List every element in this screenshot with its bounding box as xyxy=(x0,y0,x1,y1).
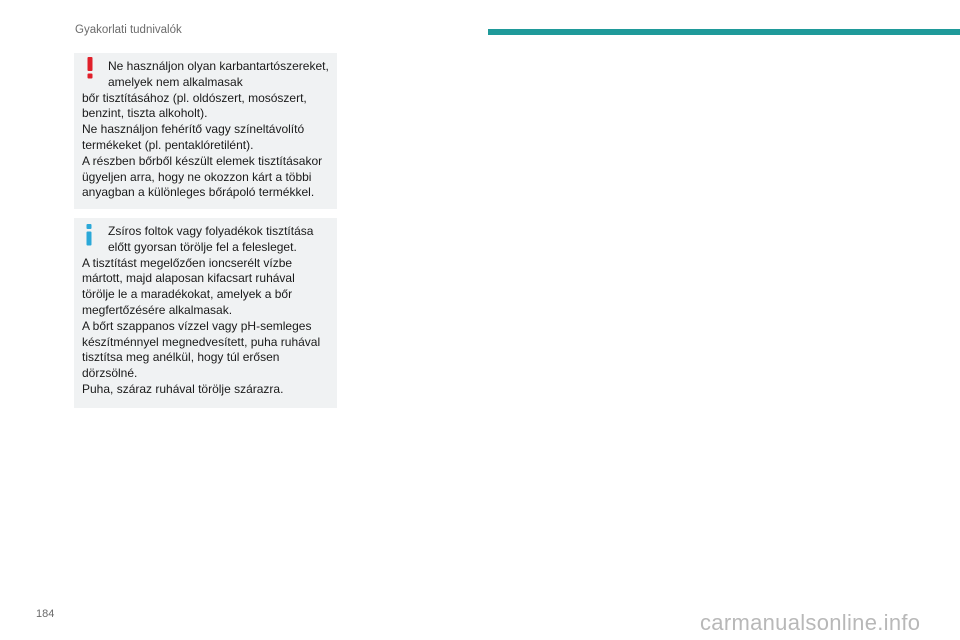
warning-line: ügyeljen arra, hogy ne okozzon kárt a többi xyxy=(82,169,312,184)
warning-line: Ne használjon olyan karbantartószereket, xyxy=(108,59,329,73)
warning-line: amelyek nem alkalmasak xyxy=(108,74,243,89)
warning-line: anyagban a különleges bőrápoló termékkel. xyxy=(82,185,315,200)
info-line: dörzsölné. xyxy=(82,366,138,381)
warning-line: Ne használjon fehérítő vagy színeltávolító xyxy=(82,122,305,137)
info-line: mártott, majd alaposan kifacsart ruhával xyxy=(82,271,295,286)
info-line: törölje le a maradékokat, amelyek a bőr xyxy=(82,287,293,302)
info-box xyxy=(74,218,337,408)
warning-line: termékeket (pl. pentaklóretilént). xyxy=(82,137,254,152)
info-line: megfertőzésére alkalmasak. xyxy=(82,302,233,317)
info-line: előtt gyorsan törölje fel a felesleget. xyxy=(108,239,297,254)
info-line: Zsíros foltok vagy folyadékok tisztítása xyxy=(108,224,314,238)
watermark: carmanualsonline.info xyxy=(700,610,921,635)
warning-line: A részben bőrből készült elemek tisztításakor xyxy=(82,153,323,168)
section-title: Gyakorlati tudnivalók xyxy=(75,24,182,36)
header-accent-bar xyxy=(488,29,960,35)
info-line: Puha, száraz ruhával törölje szárazra. xyxy=(82,381,284,396)
warning-line: benzint, tiszta alkoholt). xyxy=(82,106,208,121)
warning-box xyxy=(74,53,337,209)
page-number: 184 xyxy=(36,608,55,620)
info-line: tisztítsa meg anélkül, hogy túl erősen xyxy=(82,350,280,365)
info-line: A bőrt szappanos vízzel vagy pH-semleges xyxy=(82,318,312,333)
info-line: A tisztítást megelőzően ioncserélt vízbe xyxy=(82,255,293,270)
info-line: készítménnyel megnedvesített, puha ruhával xyxy=(82,334,321,349)
warning-line: bőr tisztításához (pl. oldószert, mosószert, xyxy=(82,90,307,105)
